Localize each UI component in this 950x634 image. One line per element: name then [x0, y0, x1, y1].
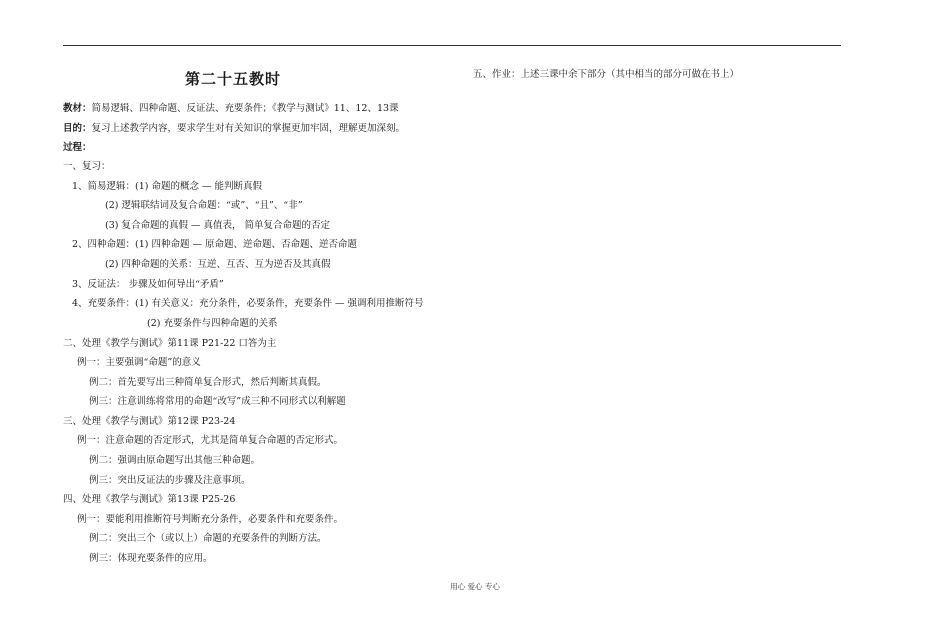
section-review: 一、复习：: [63, 161, 111, 172]
section-lesson-12: 三、处理《教学与测试》第12课 P23-24: [63, 416, 236, 427]
material-label: 教材：: [63, 103, 92, 114]
review-item-4: 4、充要条件：(1) 有关意义：充分条件，必要条件，充要条件 — 强调利用推断符号: [72, 298, 424, 309]
section-lesson-13: 四、处理《教学与测试》第13课 P25-26: [63, 494, 236, 505]
lesson-11-example-1: 例一：主要强调“命题”的意义: [77, 357, 201, 368]
lesson-13-example-2: 例二：突出三个（或以上）命题的充要条件的判断方法。: [89, 533, 327, 544]
header-rule: [63, 45, 841, 46]
process-label: 过程：: [63, 142, 92, 153]
page-footer: 用心 爱心 专心: [450, 582, 500, 591]
goal-text: 复习上述教学内容，要求学生对有关知识的掌握更加牢固，理解更加深刻。: [91, 123, 406, 134]
lesson-13-example-3: 例三：体现充要条件的应用。: [89, 553, 213, 564]
lesson-12-example-1: 例一：注意命题的否定形式，尤其是简单复合命题的否定形式。: [77, 435, 344, 446]
review-item-1-3: (3) 复合命题的真假 — 真值表， 简单复合命题的否定: [105, 220, 331, 231]
review-item-1-2: (2) 逻辑联结词及复合命题：“或”、“且”、“非”: [105, 200, 303, 211]
lesson-11-example-3: 例三：注意训练将常用的命题“改写”成三种不同形式以利解题: [89, 396, 346, 407]
page-title: 第二十五教时: [184, 70, 281, 88]
lesson-11-example-2: 例二：首先要写出三种简单复合形式，然后判断其真假。: [89, 377, 327, 388]
material-text: 简易逻辑、四种命题、反证法、充要条件；《教学与测试》11、12、13课: [91, 103, 399, 114]
review-item-1: 1、简易逻辑：(1) 命题的概念 — 能判断真假: [72, 181, 263, 192]
goal-line: [63, 123, 405, 135]
goal-label: 目的：: [63, 123, 92, 134]
homework-line: 五、作业：上述三课中余下部分（其中相当的部分可做在书上）: [473, 69, 740, 80]
review-item-2-2: (2) 四种命题的关系：互逆、互否、互为逆否及其真假: [105, 259, 331, 270]
material-line: [63, 103, 399, 115]
review-item-3: 3、反证法： 步骤及如何导出“矛盾”: [72, 279, 224, 290]
section-lesson-11: 二、处理《教学与测试》第11课 P21-22 口答为主: [63, 338, 277, 349]
review-item-4-2: (2) 充要条件与四种命题的关系: [147, 318, 278, 329]
lesson-12-example-3: 例三：突出反证法的步骤及注意事项。: [89, 475, 251, 486]
review-item-2: 2、四种命题：(1) 四种命题 — 原命题、逆命题、否命题、逆否命题: [72, 239, 358, 250]
lesson-13-example-1: 例一：要能利用推断符号判断充分条件，必要条件和充要条件。: [77, 514, 344, 525]
lesson-12-example-2: 例二：强调由原命题写出其他三种命题。: [89, 455, 261, 466]
